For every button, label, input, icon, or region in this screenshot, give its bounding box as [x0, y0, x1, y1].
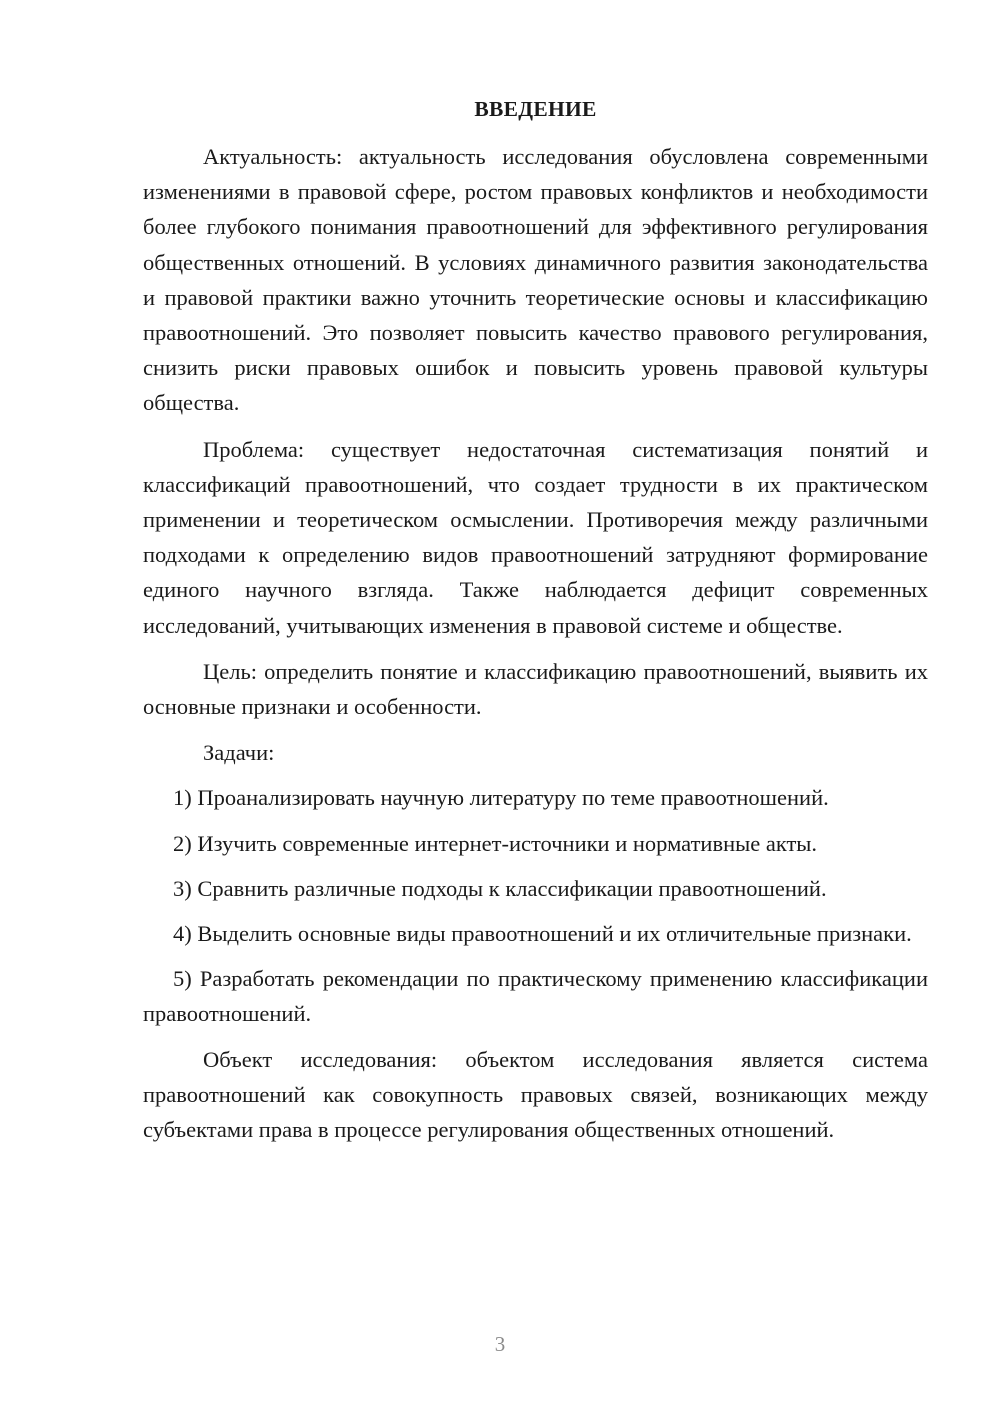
paragraph-object: Объект исследования: объектом исследования является система правоотношений как совокупность правовых связей, возникающих между субъектами права в процессе регулирования общественных отношений.	[143, 1046, 928, 1143]
page-content	[143, 92, 928, 1147]
paragraph-relevance: Актуальность: актуальность исследования обусловлена современными изменениями в правовой сфере, ростом правовых конфликтов и необходимости более глубокого понимания правоотношений для эффективного регулирования общественных отношений. В условиях динамичного развития законодательства и правовой практики важно уточнить теоретические основы и классификацию правоотношений. Это позволяет повысить качество правового регулирования, снизить риски правовых ошибок и повысить уровень правовой культуры общества.	[143, 144, 928, 416]
paragraph-problem: Проблема: существует недостаточная систематизация понятий и классификаций правоотношений, что создает трудности в их практическом применении и теоретическом осмыслении. Противоречия между различными подходами к определению видов правоотношений затрудняют формирование единого научного взгляда. Также наблюдается дефицит современных исследований, учитывающих изменения в правовой системе и обществе.	[143, 436, 928, 638]
tasks-heading: Задачи:	[203, 740, 275, 766]
paragraph-goal: Цель: определить понятие и классификацию правоотношений, выявить их основные признаки и особенности.	[143, 658, 928, 720]
list-item: 4) Выделить основные виды правоотношений и их отличительные признаки.	[173, 921, 912, 947]
list-item: 1) Проанализировать научную литературу по теме правоотношений.	[173, 785, 829, 811]
list-item: 2) Изучить современные интернет-источники и нормативные акты.	[173, 830, 818, 856]
page-title: ВВЕДЕНИЕ	[474, 97, 597, 121]
list-item: 3) Сравнить различные подходы к классификации правоотношений.	[173, 875, 827, 901]
tasks-list	[143, 780, 928, 1031]
page-number: 3	[494, 1332, 506, 1356]
list-item: 5) Разработать рекомендации по практическому применению классификации правоотношений.	[143, 966, 928, 1027]
